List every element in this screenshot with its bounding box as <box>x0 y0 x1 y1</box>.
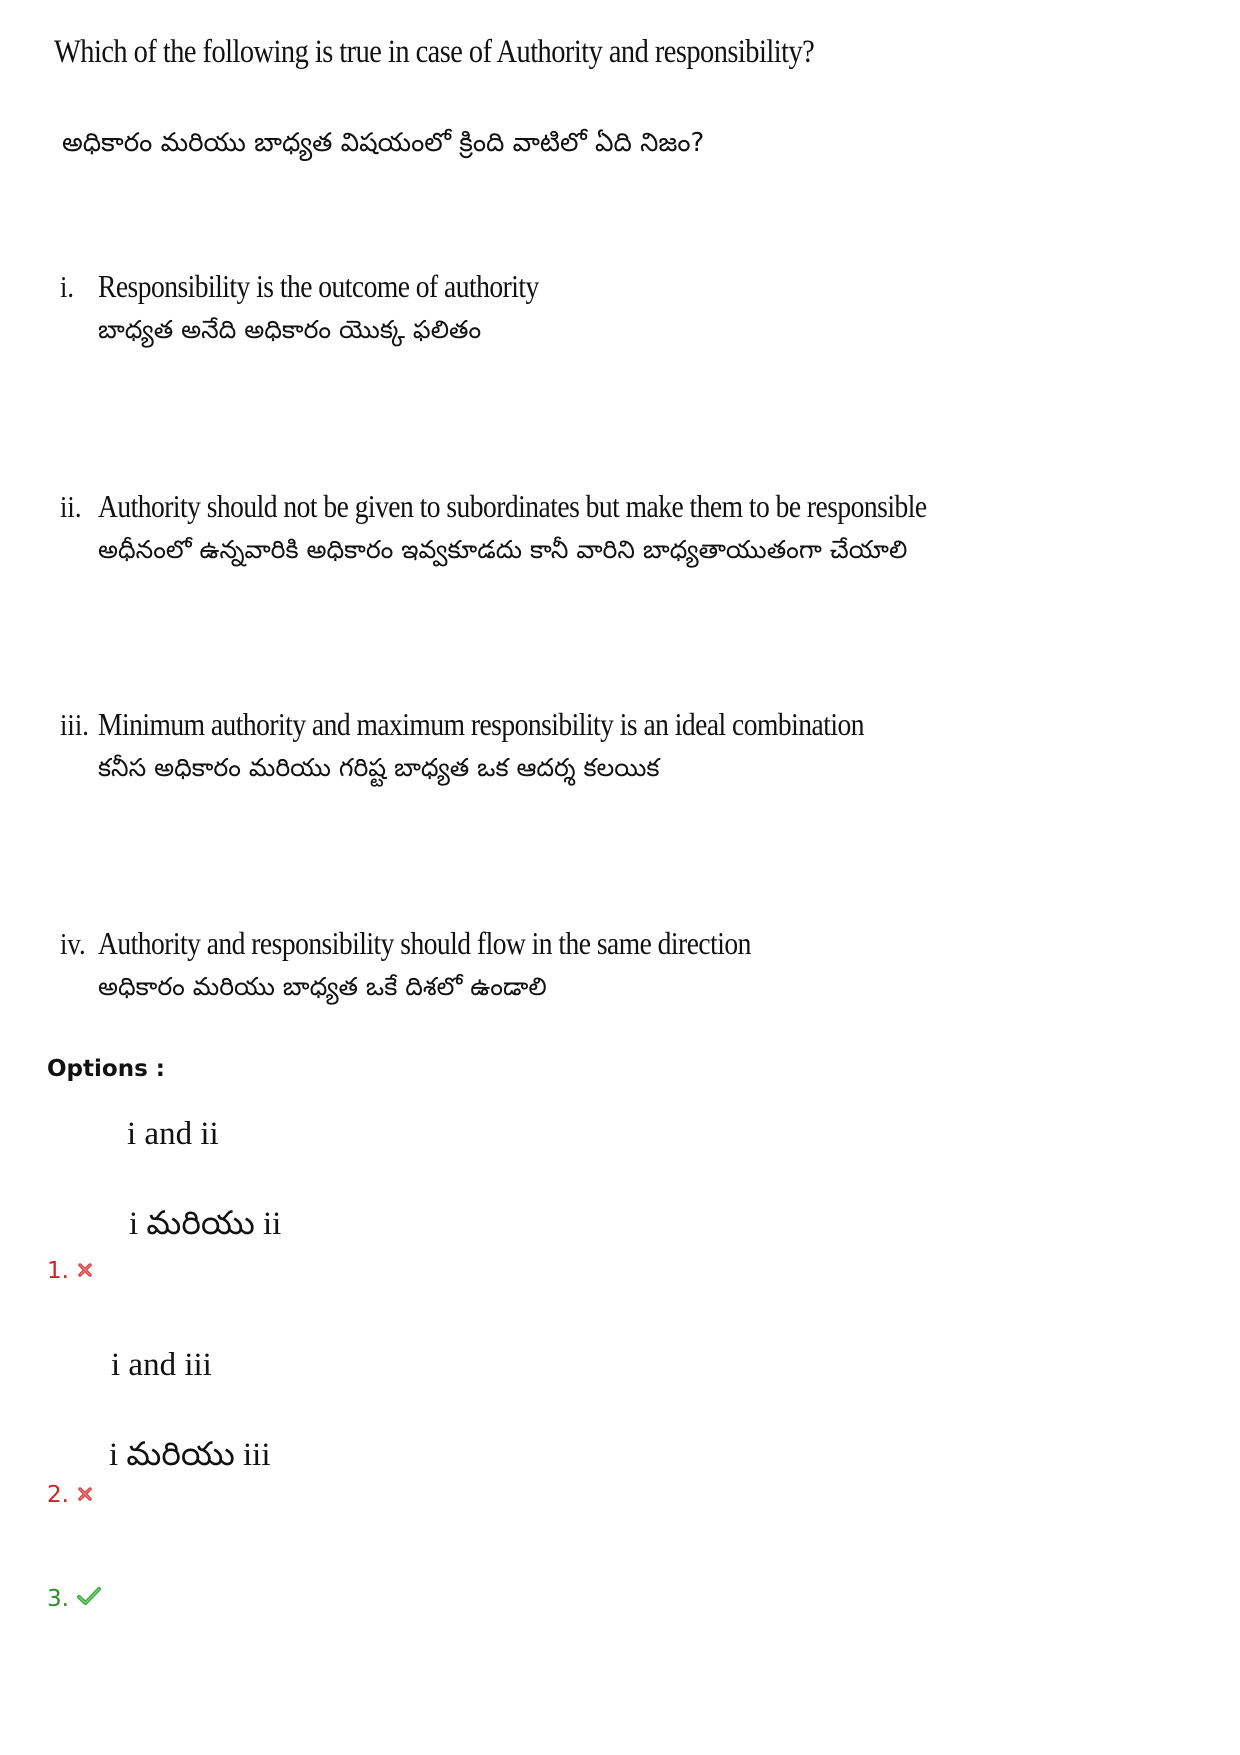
option-3-marker[interactable] <box>47 1586 101 1612</box>
statement-text-te: అధీనంలో ఉన్నవారికి అధికారం ఇవ్వకూడదు కానీ వారిని బాధ్యతాయుతంగా చేయాలి <box>98 535 908 564</box>
question-text-te: అధికారం మరియు బాధ్యత విషయంలో క్రింది వాటిలో ఏది నిజం? <box>62 128 705 158</box>
option-2-marker[interactable] <box>47 1482 93 1508</box>
option-number: 1. <box>47 1258 69 1284</box>
statement-text-en: Authority should not be given to subordinates but make them to be responsible <box>98 488 927 524</box>
option-1-text-en[interactable]: i and ii <box>127 1116 219 1152</box>
option-1-text-te[interactable]: i మరియు ii <box>129 1206 282 1242</box>
option-number: 2. <box>47 1482 69 1508</box>
wrong-icon <box>77 1482 93 1508</box>
check-icon <box>77 1586 101 1612</box>
statement-text-en: Minimum authority and maximum responsibility is an ideal combination <box>98 706 864 742</box>
statement-numeral: i. <box>60 269 75 304</box>
question-text-en: Which of the following is true in case of Authority and responsibility? <box>54 34 815 70</box>
statement-4 <box>60 925 857 1008</box>
statement-1 <box>60 268 611 351</box>
statement-text-te: అధికారం మరియు బాధ్యత ఒకే దిశలో ఉండాలి <box>98 972 547 1001</box>
option-number: 3. <box>47 1586 69 1612</box>
statement-text-en: Responsibility is the outcome of authority <box>98 268 539 304</box>
statement-3 <box>60 706 989 789</box>
option-2-text-en[interactable]: i and iii <box>111 1347 212 1383</box>
statement-text-te: బాధ్యత అనేది అధికారం యొక్క ఫలితం <box>98 315 482 344</box>
wrong-icon <box>77 1258 93 1284</box>
statement-2 <box>60 488 1061 571</box>
options-label: Options : <box>47 1056 165 1082</box>
option-1-marker[interactable] <box>47 1258 93 1284</box>
statement-text-te: కనీస అధికారం మరియు గరిష్ట బాధ్యత ఒక ఆదర్శ కలయిక <box>98 753 660 782</box>
option-2-text-te[interactable]: i మరియు iii <box>109 1437 271 1473</box>
statement-text-en: Authority and responsibility should flow in the same direction <box>98 925 751 961</box>
statement-numeral: iii. <box>60 707 89 742</box>
statement-numeral: iv. <box>60 926 86 961</box>
statement-numeral: ii. <box>60 489 82 524</box>
